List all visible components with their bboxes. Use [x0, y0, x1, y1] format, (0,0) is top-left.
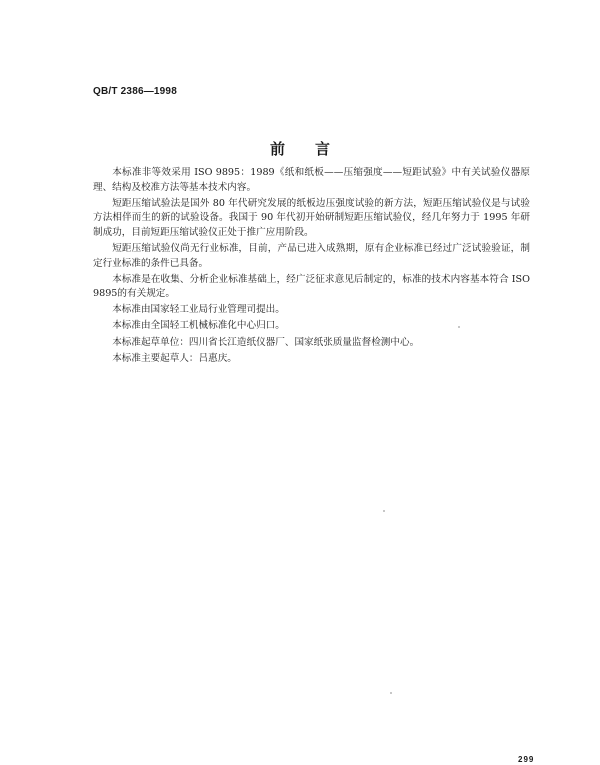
paragraph-background: 短距压缩试验法是国外 80 年代研究发展的纸板边压强度试验的新方法，短距压缩试验仪是与试验方法相伴而生的新的试验设备。我国于 90 年代初开始研制短距压缩试验仪，经几年努力于 1995 年研制成功，目前短距压缩试验仪正处于推广应用阶段。	[93, 197, 530, 238]
page-title: 前言	[269, 140, 360, 158]
standard-code: QB/T 2386—1998	[93, 86, 177, 97]
page-number: 299	[518, 755, 535, 764]
scan-speck	[390, 692, 392, 694]
paragraph-drafters: 本标准主要起草人：吕惠庆。	[112, 352, 237, 364]
paragraph-proposer: 本标准由国家轻工业局行业管理司提出。	[112, 304, 285, 316]
paragraph-compliance: 本标准是在收集、分析企业标准基础上，经广泛征求意见后制定的，标准的技术内容基本符合 ISO 9895的有关规定。	[93, 273, 530, 300]
paragraph-status: 短距压缩试验仪尚无行业标准，目前，产品已进入成熟期，原有企业标准已经过广泛试验验证，制定行业标准的条件已具备。	[93, 242, 530, 269]
paragraph-adoption: 本标准非等效采用 ISO 9895：1989《纸和纸板——压缩强度——短距试验》中有关试验仪器原理、结构及校准方法等基本技术内容。	[93, 167, 530, 193]
scan-speck	[383, 510, 385, 512]
foreword-body	[93, 166, 530, 368]
scan-speck	[458, 326, 460, 328]
paragraph-drafting-units: 本标准起草单位：四川省长江造纸仪器厂、国家纸张质量监督检测中心。	[112, 336, 420, 348]
paragraph-centralizer: 本标准由全国轻工机械标准化中心归口。	[112, 320, 285, 332]
